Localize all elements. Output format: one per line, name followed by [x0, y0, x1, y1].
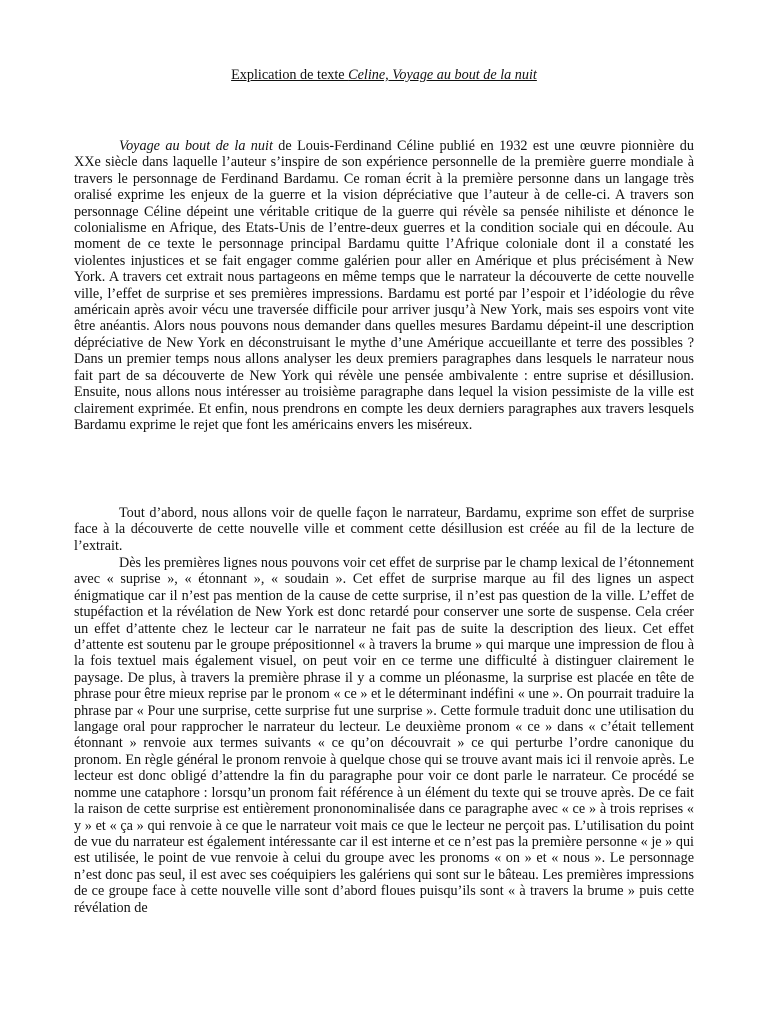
- part1-intro-paragraph: Tout d’abord, nous allons voir de quelle façon le narrateur, Bardamu, exprime son effet de surprise face à la découverte de cette nouvelle ville et comment cette désillusion est créée au fil de la lecture de l’extrait.: [74, 505, 694, 554]
- intro-text: de Louis-Ferdinand Céline publié en 1932 est une œuvre pionnière du XXe siècle dans laquelle l’auteur s’inspire de son expérience personnelle de la première guerre mondiale à travers le personnage de Ferdinand Bardamu. Ce roman écrit à la première personne dans un langage très oralisé exprime les enjeux de la guerre et la vision dépréciative que l’auteur à de celle-ci. A travers son personnage Céline dépeint une véritable critique de la guerre qui révèle sa pensée nihiliste et dénonce le colonialisme en Afrique, des Etats-Unis de l’entre-deux guerres et la condition sociale qui en découle. Au moment de ce texte le personnage principal Bardamu quitte l’Afrique coloniale dont il a constaté les violentes injustices et se fait engager comme galérien pour aller en Amérique et plus précisément à New York. A travers cet extrait nous partageons en même temps que le narrateur la découverte de cette nouvelle ville, l’effet de surprise et ses premières impressions. Bardamu est porté par l’espoir et l’idéologie du rêve américain après avoir vécu une traversée difficile pour arriver jusqu’à New York, mais ses espoirs vont vite être anéantis. Alors nous pouvons nous demander dans quelles mesures Bardamu dépeint-il une description dépréciative de New York en déconstruisant le mythe d’une Amérique accueillante et terre des possibles ? Dans un premier temps nous allons analyser les deux premiers paragraphes dans lesquels le narrateur nous fait part de sa découverte de New York qui révèle une pensée ambivalente : entre suprise et désillusion. Ensuite, nous allons nous intéresser au troisième paragraphe dans lequel la vision pessimiste de la ville est clairement exprimée. Et enfin, nous prendrons en compte les deux derniers paragraphes aux travers lesquels Bardamu exprime le rejet que font les américains envers les miséreux.: [74, 138, 694, 433]
- title-prefix: Explication de texte: [231, 67, 349, 83]
- part1-body-paragraph: Dès les premières lignes nous pouvons voir cet effet de surprise par le champ lexical de l’étonnement avec « suprise », « étonnant », « soudain ». Cet effet de surprise marque au fil des lignes un aspect énigmatique car il n’est pas mention de la cause de cette surprise, il n’est pas question de la ville. L’effet de stupéfaction et la révélation de New York est donc retardé pour conserver une sorte de suspense. Cela créer un effet d’attente chez le lecteur car le narrateur ne fait pas de suite la description des lieux. Cet effet d’attente est soutenu par le groupe prépositionnel « à travers la brume » qui marque une impression de flou à la fois textuel mais également visuel, on peut voir en ce terme une difficulté à distinguer clairement le paysage. De plus, à travers la première phrase il y a comme un pléonasme, la surprise est placée en tête de phrase pour être mieux reprise par le pronom « ce » et le déterminant indéfini « une ». On pourrait traduire la phrase par « Pour une surprise, cette surprise fut une surprise ». Cette formule traduit donc une utilisation du langage oral pour rapprocher le narrateur du lecteur. Le deuxième pronom « ce » dans « c’était tellement étonnant » renvoie aux termes suivants « ce qu’on découvrait » ce qui perturbe l’ordre canonique du pronom. En règle général le pronom renvoie à quelque chose qui se trouve avant mais ici il renvoie après. Le lecteur est donc obligé d’attendre la fin du paragraphe pour voir ce dont parle le narrateur. Ce procédé se nomme une cataphore : lorsqu’un pronom fait référence à un élément du texte qui se trouve après. De ce fait la raison de cette surprise est entièrement prononominalisée dans ce paragraphe avec « ce » à trois reprises « y » et « ça » qui renvoie à ce que le narrateur voit mais ce que le lecteur ne perçoit pas. L’utilisation du point de vue du narrateur est également intéressante car il est interne et ce n’est pas la première personne « je » qui est utilisée, le point de vue renvoie à celui du groupe avec les pronoms « on » et « nous ». Le personnage n’est donc pas seul, il est avec ses coéquipiers les galériens qui sont sur le bâteau. Les premières impressions de ce groupe face à cette nouvelle ville sont d’abord floues puisqu’ils sont « à travers la brume » puis cette révélation de: [74, 555, 694, 916]
- document-page: [74, 0, 694, 1024]
- title-italic: Celine, Voyage au bout de la nuit: [348, 67, 537, 83]
- book-title: Voyage au bout de la nuit: [119, 138, 273, 154]
- document-title: [74, 66, 694, 84]
- intro-paragraph: [74, 138, 694, 433]
